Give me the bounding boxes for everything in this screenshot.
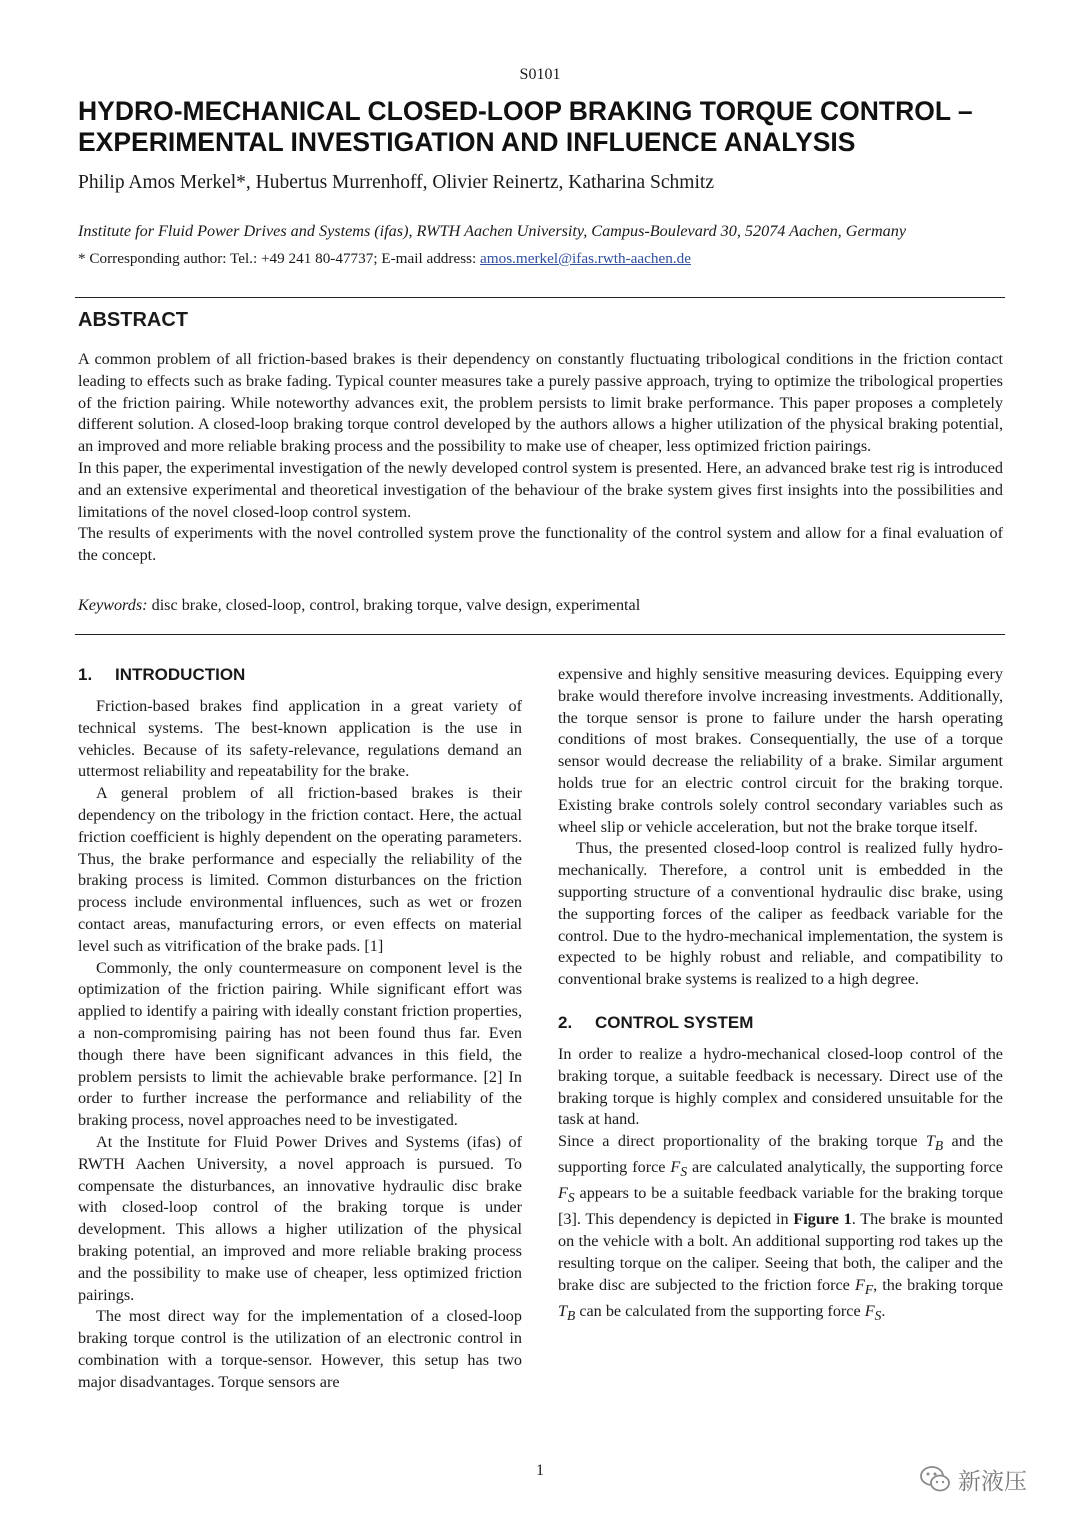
body-paragraph: Thus, the presented closed-loop control is realized fully hydro-mechanically. Therefore, a control unit is embedded in the supporting structure of a conventional hydraulic disc brake, using the supporting forces of the caliper as feedback variable for the control. Due to the hydro-mechanical implementation, the system is expected to be highly robust and reliable, and compatibility to conventional brake systems is realized to a high degree. <box>558 839 1003 989</box>
abstract-body <box>78 349 1003 567</box>
figure-reference: Figure 1 <box>793 1210 852 1229</box>
symbol-supporting-force: $F_S$ <box>864 1301 882 1323</box>
paper-id: S0101 <box>519 66 561 83</box>
body-paragraph: Commonly, the only countermeasure on component level is the optimization of the friction pairing. While significant effort was applied to identify a pairing with ideally constant friction properties, a non-compromising pairing has not been found thus far. Even though there have been significant advances in this field, the problem persists to limit the achievable brake performance. [2] In order to further increase the performance and reliability of the braking process, novel approaches need to be investigated. <box>78 958 522 1130</box>
abstract-divider <box>75 634 1005 635</box>
body-paragraph: expensive and highly sensitive measuring devices. Equipping every brake would therefore involve increasing investments. Additionally, the torque sensor is prone to failure under the harsh operating conditions of most brakes. Consequentially, the use of a torque sensor would decrease the reliability of a brake. Similar argument holds true for an electric control circuit for the braking torque. Existing brake controls solely control secondary variables such as wheel slip or vehicle acceleration, but not the brake torque itself. <box>558 665 1003 836</box>
wechat-icon <box>918 1462 952 1496</box>
abstract-heading: ABSTRACT <box>78 309 188 331</box>
watermark-text: 新液压 <box>958 1468 1027 1495</box>
symbol-friction-force: $F_F$ <box>854 1275 874 1297</box>
corresponding-author <box>78 250 691 268</box>
keywords-label: Keywords: <box>78 596 148 614</box>
abstract-paragraph: In this paper, the experimental investigation of the newly developed control system is presented. Here, an advanced brake test rig is introduced and an extensive experimental and theoretical investigation of the behaviour of the brake system gives first insights into the possibilities and limitations of the novel closed-loop control system. <box>78 458 1003 521</box>
right-column <box>558 664 1003 1327</box>
body-paragraph: A general problem of all friction-based brakes is their dependency on the tribology in the friction contact. Here, the actual friction coefficient is highly dependent on the operating parameters. Thus, the brake performance and especially the reliability of the braking process is limited. Common disturbances on the friction process include environmental influences, such as wet or frozen contact areas, manufacturing errors, or even effects on material level such as vitrification of the brake pads. [1] <box>78 784 522 955</box>
section-heading-introduction <box>78 664 522 686</box>
symbol-supporting-force: $F_S$ <box>670 1158 688 1180</box>
keywords-list: disc brake, closed-loop, control, braking torque, valve design, experimental <box>147 596 641 614</box>
top-divider <box>75 297 1005 298</box>
body-paragraph: At the Institute for Fluid Power Drives and Systems (ifas) of RWTH Aachen University, a novel approach is pursued. To compensate the disturbances, an innovative hydraulic disc brake with closed-loop control of the braking torque is under development. This allows a higher utilization of the physical braking potential, an improved and more reliable braking process and the possibility to make use of cheaper, less optimized friction pairings. <box>78 1132 522 1304</box>
symbol-braking-torque: $T_B$ <box>558 1301 576 1323</box>
affiliation: Institute for Fluid Power Drives and Systems (ifas), RWTH Aachen University, Campus-Boulevard 30, 52074 Aachen, Germany <box>78 222 907 240</box>
email-link[interactable]: amos.merkel@ifas.rwth-aachen.de <box>480 250 691 267</box>
body-paragraph-with-symbols: Since a direct proportionality of the braking torque $T_B$ and the supporting force $F_S$ are calculated analytically, the supporting force $F_S$ appears to be a suitable feedback variable for the braking torque [3]. This dependency is depicted in Figure 1. The brake is mounted on the vehicle with a bolt. An additional supporting rod takes up the resulting torque on the caliper. Seeing that both, the caliper and the brake disc are subjected to the friction force $F_F$, the braking torque $T_B$ can be calculated from the supporting force $F_S$. <box>558 1132 1004 1323</box>
symbol-braking-torque: $T_B$ <box>925 1132 944 1154</box>
left-column <box>78 664 522 1394</box>
author-list: Philip Amos Merkel*, Hubertus Murrenhoff, Olivier Reinertz, Katharina Schmitz <box>78 172 714 193</box>
section-title: INTRODUCTION <box>115 665 246 684</box>
body-paragraph: Friction-based brakes find application in a great variety of technical systems. The best-known application is the use in vehicles. Because of its safety-relevance, regulations demand an uttermost reliability and repeatability for the brake. <box>78 697 522 781</box>
section-heading-control-system <box>558 1012 1003 1034</box>
section-title: CONTROL SYSTEM <box>595 1012 754 1032</box>
page-number: 1 <box>536 1462 544 1479</box>
section-number: 1. <box>78 665 93 684</box>
paper-title: HYDRO-MECHANICAL CLOSED-LOOP BRAKING TORQUE CONTROL – EXPERIMENTAL INVESTIGATION AND INFLUENCE ANALYSIS <box>78 96 973 157</box>
symbol-supporting-force: $F_S$ <box>558 1184 575 1206</box>
body-paragraph: The most direct way for the implementation of a closed-loop braking torque control is the utilization of an electronic control in combination with a torque-sensor. However, this setup has two major disadvantages. Torque sensors are <box>78 1307 522 1391</box>
corresponding-text: * Corresponding author: Tel.: +49 241 80-47737; E-mail address: <box>78 250 481 267</box>
section-number: 2. <box>558 1012 573 1032</box>
watermark <box>918 1462 1027 1496</box>
keywords <box>78 596 640 615</box>
abstract-paragraph: The results of experiments with the novel controlled system prove the functionality of the control system and allow for a final evaluation of the concept. <box>78 524 1003 565</box>
abstract-paragraph: A common problem of all friction-based brakes is their dependency on constantly fluctuating tribological conditions in the friction contact leading to effects such as brake fading. Typical counter measures take a purely passive approach, trying to optimize the tribological properties of the friction pairing. While noteworthy advances exit, the problem persists to limit brake performance. This paper proposes a completely different solution. A closed-loop braking torque control developed by the authors allows a higher utilization of the physical braking potential, an improved and more reliable braking process and the possibility to make use of cheaper, less optimized friction pairings. <box>78 350 1003 456</box>
body-paragraph: In order to realize a hydro-mechanical closed-loop control of the braking torque, a suitable feedback is necessary. Direct use of the braking torque is highly complex and considered unsuitable for the task at hand. <box>558 1044 1003 1129</box>
